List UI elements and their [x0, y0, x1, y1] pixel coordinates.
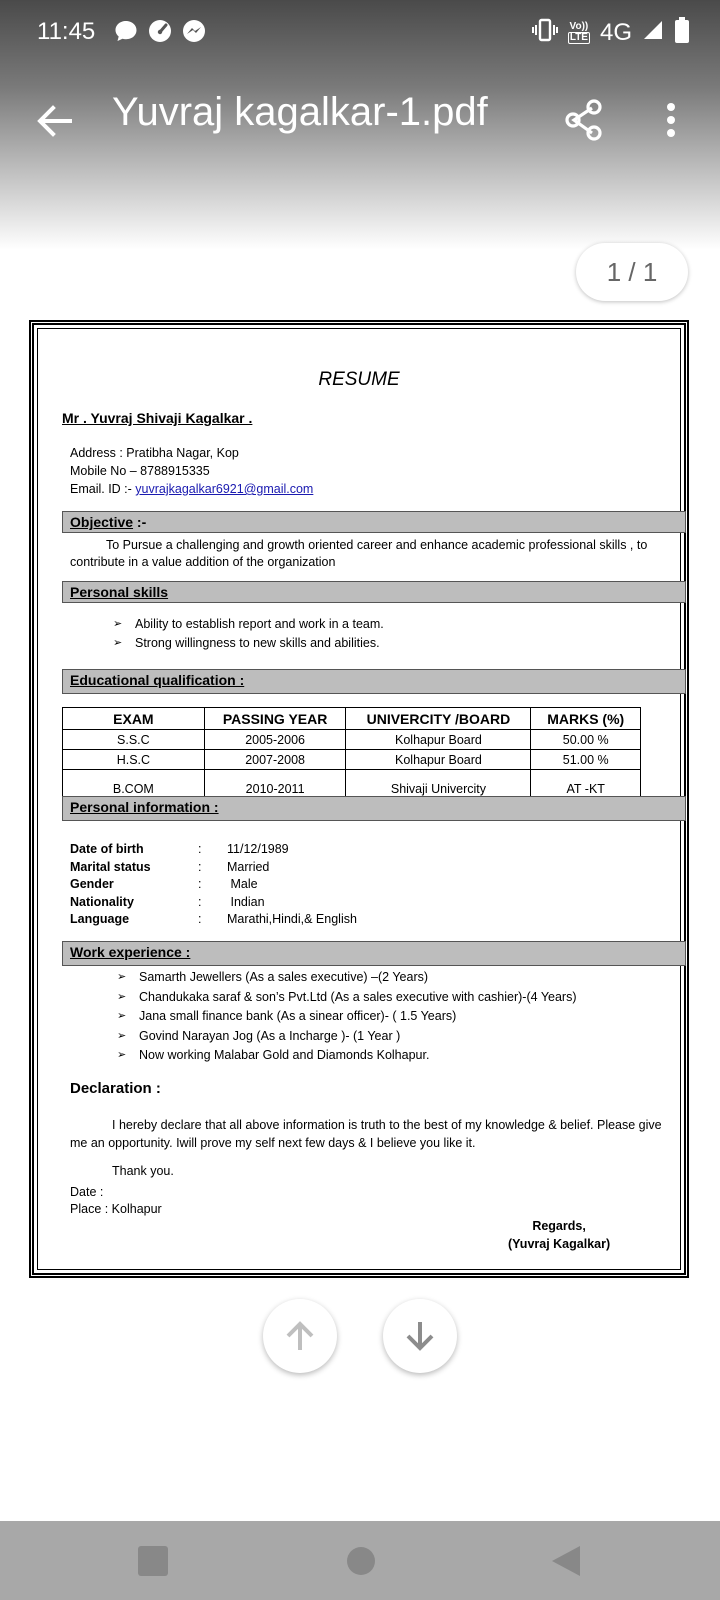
vibrate-icon — [532, 17, 558, 48]
education-table — [62, 707, 641, 797]
table-row — [63, 770, 641, 797]
declaration-heading: Declaration : — [70, 1080, 161, 1097]
email-line: Email. ID :- yuvrajkagalkar6921@gmail.com — [70, 482, 314, 496]
personal-info-header: Personal information : — [62, 796, 686, 821]
table-header: EXAM — [63, 708, 205, 730]
table-cell: 2005-2006 — [204, 730, 346, 750]
list-item: ➢ Jana small finance bank (As a sinear officer)- ( 1.5 Years) — [117, 1007, 576, 1027]
arrow-up-icon — [280, 1316, 320, 1356]
table-row — [63, 750, 641, 770]
table-cell: Kolhapur Board — [346, 750, 531, 770]
pdf-page[interactable] — [29, 320, 689, 1278]
table-cell: 2010-2011 — [204, 770, 346, 797]
table-header: PASSING YEAR — [204, 708, 346, 730]
table-cell: 2007-2008 — [204, 750, 346, 770]
table-cell: AT -KT — [531, 770, 641, 797]
declaration-text: I hereby declare that all above information is truth to the best of my knowledge & belief. Please give me an opportunity. Iwill prove my self next few days & I believe you like it. — [70, 1118, 662, 1150]
address-line: Address : Pratibha Nagar, Kop — [70, 446, 239, 460]
date-place: Date : Place : Kolhapur — [70, 1185, 162, 1216]
info-row: Gender : Male — [70, 877, 258, 891]
page-indicator: 1 / 1 — [576, 243, 688, 301]
document-title: Yuvraj kagalkar-1.pdf — [112, 90, 488, 134]
work-list — [117, 968, 576, 1066]
status-time: 11:45 — [37, 18, 96, 45]
system-nav-bar — [0, 1521, 720, 1600]
table-header: UNIVERCITY /BOARD — [346, 708, 531, 730]
table-cell: Shivaji Univercity — [346, 770, 531, 797]
battery-icon — [674, 16, 690, 49]
resume-heading: RESUME — [318, 369, 400, 390]
volte-icon: Vo)) LTE — [569, 20, 589, 43]
list-item: ➢ Now working Malabar Gold and Diamonds Kolhapur. — [117, 1046, 576, 1066]
table-row — [63, 730, 641, 750]
table-cell: 50.00 % — [531, 730, 641, 750]
table-cell: Kolhapur Board — [346, 730, 531, 750]
network-type: 4G — [599, 18, 632, 46]
status-bar — [0, 14, 720, 50]
share-icon — [560, 96, 610, 146]
table-cell: H.S.C — [63, 750, 205, 770]
email-link[interactable]: yuvrajkagalkar6921@gmail.com — [135, 482, 314, 496]
next-page-button[interactable] — [383, 1299, 457, 1373]
candidate-name: Mr . Yuvraj Shivaji Kagalkar . — [62, 410, 253, 426]
info-row: Nationality : Indian — [70, 894, 265, 909]
share-button[interactable] — [560, 96, 610, 146]
list-item: ➢ Strong willingness to new skills and abilities. — [113, 634, 384, 653]
skills-list — [113, 615, 384, 653]
signal-icon — [642, 19, 664, 46]
app-header — [0, 0, 720, 250]
more-vert-icon — [651, 96, 691, 146]
circle-icon[interactable] — [343, 1543, 379, 1579]
list-item: ➢ Chandukaka saraf & son’s Pvt.Ltd (As a sales executive with cashier)-(4 Years) — [117, 988, 576, 1008]
triangle-back-icon[interactable] — [548, 1543, 584, 1579]
previous-page-button[interactable] — [263, 1299, 337, 1373]
table-header-row — [63, 708, 641, 730]
list-item: ➢ Govind Narayan Jog (As a Incharge )- (1 Year ) — [117, 1027, 576, 1047]
personal-info-block — [70, 841, 357, 929]
mobile-line: Mobile No – 8788915335 — [70, 464, 210, 478]
signature-block: Regards, (Yuvraj Kagalkar) — [508, 1219, 611, 1251]
info-row: Date of birth : 11/12/1989 — [70, 842, 289, 856]
list-item: ➢ Ability to establish report and work in a team. — [113, 615, 384, 634]
back-button[interactable] — [30, 96, 80, 146]
contact-block — [70, 444, 313, 498]
table-header: MARKS (%) — [531, 708, 641, 730]
thanks-line: Thank you. — [112, 1164, 174, 1178]
work-header: Work experience : — [62, 941, 686, 966]
square-icon[interactable] — [135, 1543, 171, 1579]
info-row: Language : Marathi,Hindi,& English — [70, 912, 357, 926]
chat-bubble-icon — [113, 18, 139, 50]
objective-header: Objective :- — [62, 511, 686, 533]
info-row: Marital status : Married — [70, 859, 270, 874]
messenger-icon — [181, 18, 207, 50]
objective-text: To Pursue a challenging and growth oriented career and enhance academic professional skills , to contribute in a value addition of the organization — [70, 538, 648, 569]
table-cell: S.S.C — [63, 730, 205, 750]
speedometer-icon — [147, 18, 173, 50]
skills-header: Personal skills — [62, 581, 686, 603]
arrow-down-icon — [400, 1316, 440, 1356]
arrow-left-icon — [30, 96, 80, 146]
table-cell: B.COM — [63, 770, 205, 797]
education-header: Educational qualification : — [62, 669, 686, 694]
list-item: ➢ Samarth Jewellers (As a sales executive) –(2 Years) — [117, 968, 576, 988]
more-options-button[interactable] — [651, 96, 691, 146]
table-cell: 51.00 % — [531, 750, 641, 770]
